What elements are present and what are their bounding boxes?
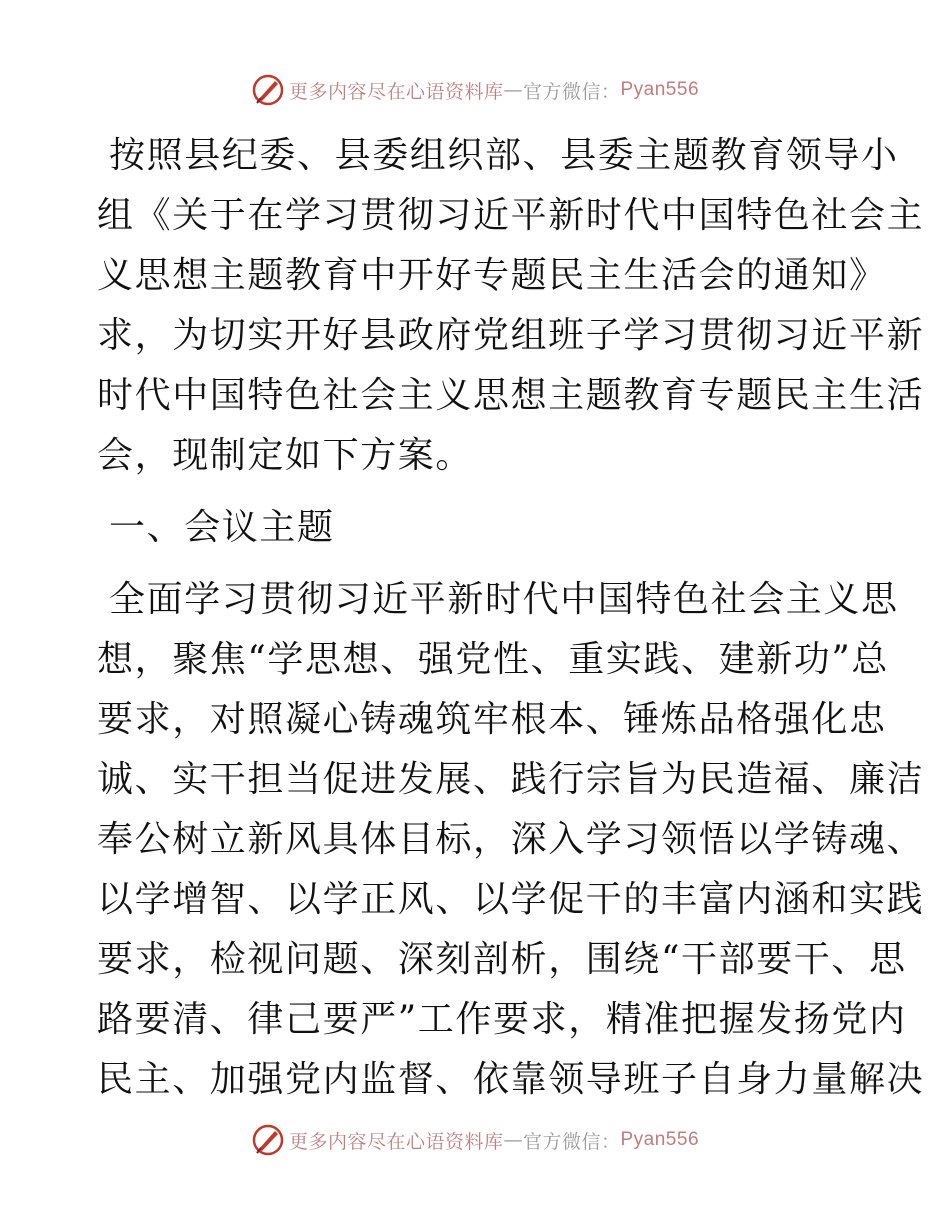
paragraph-line: 诚、实干担当促进发展、践行宗旨为民造福、廉洁 <box>97 759 925 800</box>
paragraph-line: 以学增智、以学正风、以学促干的丰富内涵和实践 <box>97 879 925 920</box>
banner-wechat-id: Pyan556 <box>620 79 700 100</box>
paragraph-line: 要求，检视问题、深刻剖析，围绕“干部要干、思 <box>97 939 907 980</box>
banner-wechat-label: 官方微信： <box>522 80 621 103</box>
paragraph-line: 要求，对照凝心铸魂筑牢根本、锤炼品格强化忠 <box>97 699 887 740</box>
document-body <box>97 126 925 1110</box>
footer-watermark-banner <box>0 1120 950 1160</box>
theme-paragraph <box>97 570 925 1110</box>
section-heading: 一、会议主题 <box>109 507 335 548</box>
paragraph-line: 求，为切实开好县政府党组班子学习贯彻习近平新 <box>97 315 925 356</box>
paragraph-line: 会，现制定如下方案。 <box>97 435 474 476</box>
banner-dash: — <box>503 79 523 101</box>
paragraph-line: 组《关于在学习贯彻习近平新时代中国特色社会主 <box>97 195 925 236</box>
quill-logo-icon <box>251 73 285 107</box>
paragraph-line: 奉公树立新风具体目标，深入学习领悟以学铸魂、 <box>97 819 925 860</box>
banner-wechat-label: 官方微信： <box>522 1130 621 1153</box>
banner-site-text: 更多内容尽在心语资料库 <box>288 80 504 103</box>
paragraph-line: 路要清、律己要严”工作要求，精准把握发扬党内 <box>97 999 907 1040</box>
quill-logo-icon <box>251 1123 285 1157</box>
paragraph-line: 民主、加强党内监督、依靠领导班子自身力量解决 <box>97 1059 925 1100</box>
intro-paragraph <box>97 126 925 486</box>
paragraph-line: 按照县纪委、县委组织部、县委主题教育领导小 <box>109 135 899 176</box>
header-watermark-banner <box>0 70 950 110</box>
banner-site-text: 更多内容尽在心语资料库 <box>288 1130 504 1153</box>
paragraph-line: 义思想主题教育中开好专题民主生活会的通知》 <box>97 255 887 296</box>
paragraph-line: 时代中国特色社会主义思想主题教育专题民主生活 <box>97 375 925 416</box>
paragraph-line: 想，聚焦“学思想、强党性、重实践、建新功”总 <box>97 639 890 680</box>
banner-dash: — <box>503 1129 523 1151</box>
banner-wechat-id: Pyan556 <box>620 1129 700 1150</box>
paragraph-line: 全面学习贯彻习近平新时代中国特色社会主义思 <box>109 579 899 620</box>
